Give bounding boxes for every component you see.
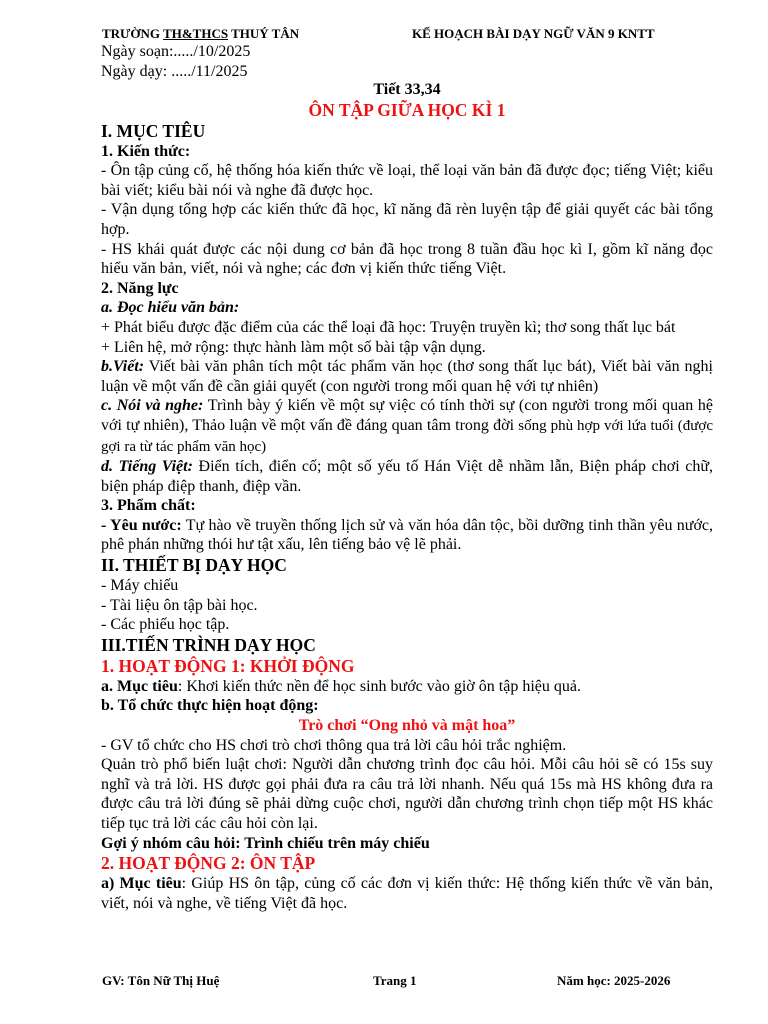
equipment-item: - Các phiếu học tập.: [101, 616, 230, 634]
knowledge-heading: 1. Kiến thức:: [101, 142, 191, 160]
header-plan-title: KẾ HOẠCH BÀI DẠY NGỮ VĂN 9 KNTT: [412, 26, 655, 41]
date-taught: Ngày dạy: ...../11/2025: [101, 63, 248, 80]
qualities-heading: 3. Phẩm chất:: [101, 497, 196, 515]
game-rules: Quản trò phổ biến luật chơi: Người dẫn chương trình đọc câu hỏi. Mỗi câu hỏi sẽ có 15s suy nghĩ và trả lời. HS được gọi phải đưa ra câu trả lời nhanh. Nếu quá 15s mà HS không đưa ra được câu trả lời đúng sẽ phải dừng cuộc chơi, người dẫn chương trình chọn tiếp một HS khác tiếp tục trả lời các câu hỏi còn lại.: [101, 756, 713, 832]
competence-heading: 2. Năng lực: [101, 279, 179, 297]
activity2-heading: 2. HOẠT ĐỘNG 2: ÔN TẬP: [101, 853, 316, 874]
speaking-text-small: sống phù hợp với lứa tuổi (được gợi ra từ tác phẩm văn học): [101, 417, 713, 455]
lesson-period: Tiết 33,34: [373, 81, 441, 98]
document-body: [101, 80, 713, 913]
activity1-heading: 1. HOẠT ĐỘNG 1: KHỞI ĐỘNG: [101, 655, 355, 676]
reading-item: + Liên hệ, mở rộng: thực hành làm một số bài tập vận dụng.: [101, 338, 486, 356]
speaking-text: Trình bày ý kiến về một sự việc có tính thời sự (con người trong mối quan hệ với tự nhiên), Thảo luận về một vấn đề đáng quan tâm trong đời: [101, 397, 713, 434]
game-paragraph: - GV tổ chức cho HS chơi trò chơi thông qua trả lời câu hỏi trắc nghiệm.: [101, 736, 567, 754]
patriotism-label: - Yêu nước:: [101, 516, 182, 534]
activity1-objective-text: : Khơi kiến thức nền để học sinh bước vào giờ ôn tập hiệu quả.: [177, 677, 581, 695]
speaking-label: c. Nói và nghe:: [101, 397, 204, 415]
activity2-objective-text: : Giúp HS ôn tập, củng cố các đơn vị kiến thức: Hệ thống kiến thức về văn bản, viết, nói và nghe, về tiếng Việt đã học.: [101, 875, 714, 912]
speaking-paragraph: [101, 396, 713, 457]
equipment-item: - Máy chiếu: [101, 577, 179, 595]
activity1-objective-label: . Mục tiêu: [109, 677, 178, 695]
date-prepared: Ngày soạn:...../10/2025: [101, 43, 251, 60]
question-suggestion: Gợi ý nhóm câu hỏi: Trình chiếu trên máy chiếu: [101, 834, 430, 852]
vietnamese-text: Điển tích, điển cố; một số yếu tố Hán Việt dễ nhầm lẫn, Biện pháp chơi chữ, biện pháp điệp thanh, điệp vần.: [101, 458, 714, 495]
knowledge-item: - HS khái quát được các nội dung cơ bản đã học trong 8 tuần đầu học kì I, gồm kĩ năng đọc hiểu văn bản, viết, nói và nghe; các đơn vị kiến thức tiếng Việt.: [101, 240, 713, 278]
activity2-objective: [101, 874, 713, 913]
activity1-organization-heading: b. Tổ chức thực hiện hoạt động:: [101, 697, 319, 715]
writing-paragraph: [101, 357, 713, 396]
patriotism-text: Tự hào về truyền thống lịch sử và văn hóa dân tộc, bồi dưỡng tinh thần yêu nước, phê phán những thói hư tật xấu, lên tiếng bảo vệ lẽ phải.: [101, 516, 714, 554]
equipment-item: - Tài liệu ôn tập bài học.: [101, 596, 258, 614]
footer-page-number: Trang 1: [373, 973, 417, 988]
footer-school-year: Năm học: 2025-2026: [557, 973, 671, 988]
patriotism-paragraph: [101, 516, 713, 555]
header-school: [102, 26, 299, 42]
header-school-name: THUÝ TÂN: [228, 26, 300, 41]
writing-label: b.Viết:: [101, 358, 145, 376]
writing-text: Viết bài văn phân tích một tác phẩm văn học (thơ song thất lục bát), Viết bài văn nghị luận về một vấn đề cần giải quyết (con người trong mối quan hệ với tự nhiên): [101, 358, 713, 395]
header-school-prefix: TRƯỜNG: [102, 26, 164, 41]
section-equipment-heading: II. THIẾT BỊ DẠY HỌC: [101, 555, 287, 576]
knowledge-item: - Vận dụng tổng hợp các kiến thức đã học, kĩ năng đã rèn luyện tập để giải quyết các bài tổng hợp.: [101, 201, 713, 238]
vietnamese-label: d. Tiếng Việt:: [101, 458, 193, 476]
section-process-heading: III.TIẾN TRÌNH DẠY HỌC: [101, 634, 316, 655]
reading-label: a. Đọc hiểu văn bản:: [101, 299, 240, 317]
knowledge-item: - Ôn tập củng cố, hệ thống hóa kiến thức về loại, thể loại văn bản đã được đọc; tiếng Việt; kiểu bài viết; kiểu bài nói và nghe đã được học.: [101, 162, 713, 199]
lesson-title: ÔN TẬP GIỮA HỌC KÌ 1: [308, 99, 506, 120]
game-title: Trò chơi “Ong nhỏ và mật hoa”: [298, 717, 516, 735]
activity2-objective-label: a) Mục tiêu: [101, 875, 182, 893]
activity1-objective: [101, 677, 713, 697]
section-objectives-heading: I. MỤC TIÊU: [101, 120, 206, 141]
footer-teacher: GV: Tôn Nữ Thị Huệ: [102, 973, 220, 988]
vietnamese-paragraph: [101, 457, 713, 496]
header-school-abbr: TH&THCS: [163, 26, 229, 41]
dates-block: [101, 42, 250, 82]
activity1-objective-a: a: [101, 677, 109, 695]
reading-item: + Phát biểu được đặc điểm của các thể loại đã học: Truyện truyền kì; thơ song thất lục bát: [101, 318, 676, 336]
